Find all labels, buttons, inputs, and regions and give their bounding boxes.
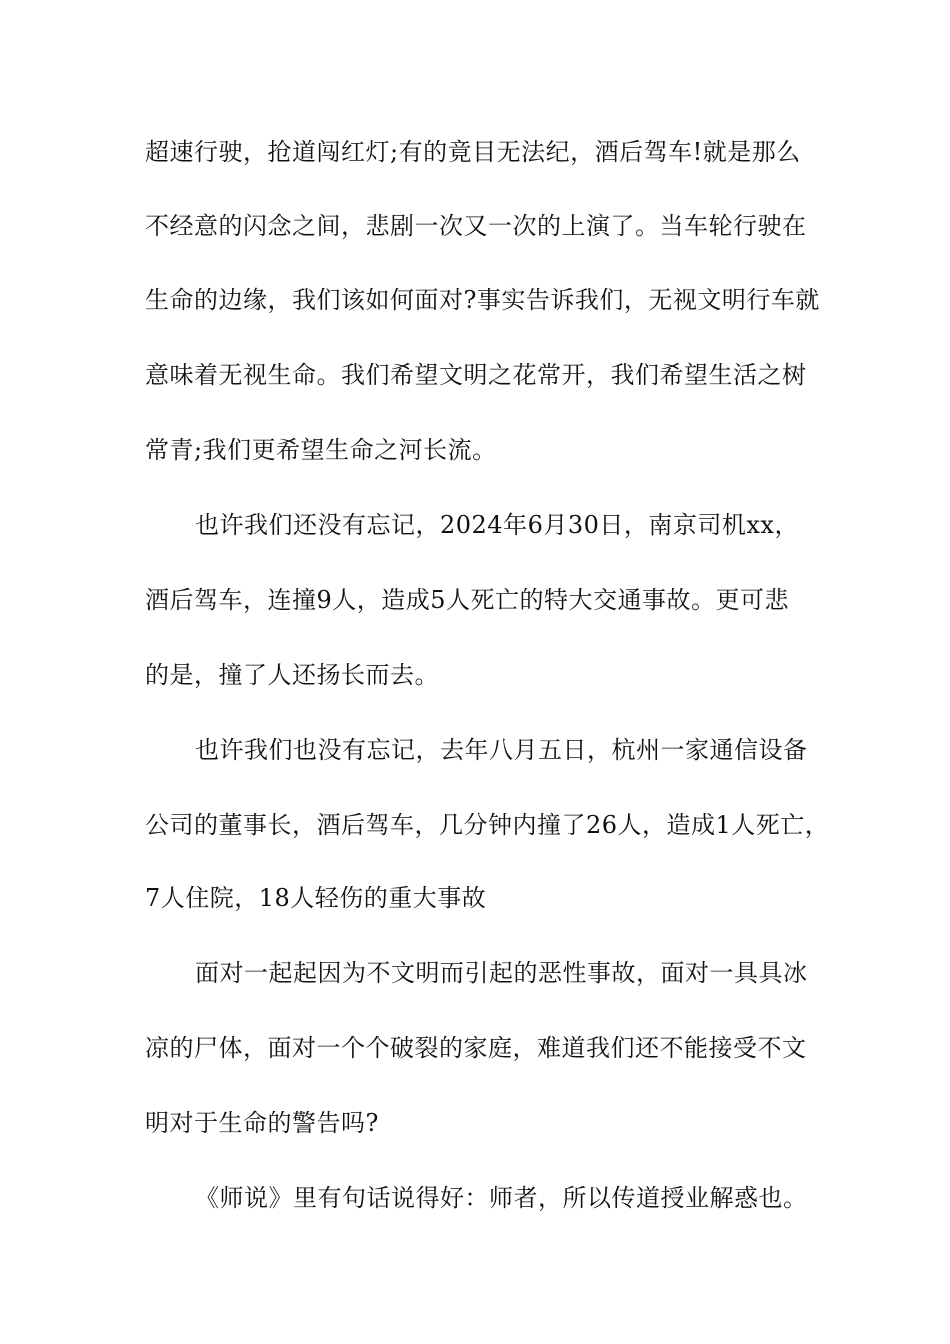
paragraph-1-line-1: 超速行驶，抢道闯红灯;有的竟目无法纪，酒后驾车!就是那么 <box>145 138 801 166</box>
paragraph-1-line-5: 常青;我们更希望生命之河长流。 <box>145 436 497 464</box>
paragraph-3-line-3: 7人住院，18人轻伤的重大事故 <box>145 884 487 912</box>
paragraph-3-line-1: 也许我们也没有忘记，去年八月五日，杭州一家通信设备 <box>195 736 808 764</box>
paragraph-1-line-3: 生命的边缘，我们该如何面对?事实告诉我们，无视文明行车就 <box>145 286 820 314</box>
paragraph-4-line-2: 凉的尸体，面对一个个破裂的家庭，难道我们还不能接受不文 <box>145 1034 807 1062</box>
paragraph-4-line-1: 面对一起起因为不文明而引起的恶性事故，面对一具具冰 <box>195 959 808 987</box>
paragraph-5-line-1: 《师说》里有句话说得好：师者，所以传道授业解惑也。 <box>195 1184 808 1212</box>
paragraph-4-line-3: 明对于生命的警告吗? <box>145 1109 379 1137</box>
paragraph-3-line-2: 公司的董事长，酒后驾车，几分钟内撞了26人，造成1人死亡， <box>145 811 830 839</box>
paragraph-2-line-3: 的是，撞了人还扬长而去。 <box>145 661 439 689</box>
paragraph-2-line-1: 也许我们还没有忘记，2024年6月30日，南京司机xx， <box>195 511 799 539</box>
paragraph-1-line-2: 不经意的闪念之间，悲剧一次又一次的上演了。当车轮行驶在 <box>145 212 807 240</box>
paragraph-2-line-2: 酒后驾车，连撞9人，造成5人死亡的特大交通事故。更可悲 <box>145 586 790 614</box>
paragraph-1-line-4: 意味着无视生命。我们希望文明之花常开，我们希望生活之树 <box>145 361 807 389</box>
